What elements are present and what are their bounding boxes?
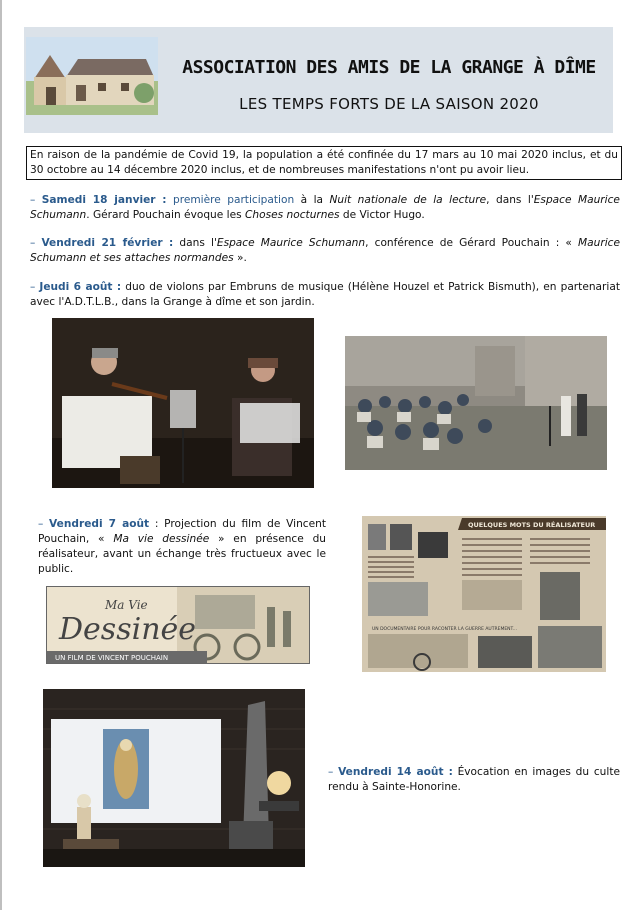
film-title-small: Ma Vie: [105, 598, 148, 612]
film-title-large: Dessinée: [59, 612, 197, 647]
covid-notice: En raison de la pandémie de Covid 19, la population a été confinée du 17 mars au 10 mai 2020 inclus, et du 30 octobre au 14 décembre 2020 inclus, et de nombreuses manifestations n'ont pu avoir lieu.: [26, 146, 622, 180]
event-date: Samedi 18 janvier :: [41, 194, 167, 206]
garden-audience-photo: [345, 336, 607, 470]
event-date: Vendredi 14 août :: [338, 766, 453, 778]
event-date: Vendredi 21 février :: [41, 237, 174, 249]
grange-watercolor-illustration: [26, 37, 158, 115]
page-subtitle: LES TEMPS FORTS DE LA SAISON 2020: [239, 95, 539, 113]
event-date: Jeudi 6 août :: [39, 281, 122, 293]
magazine-caption: UN DOCUMENTAIRE POUR RACONTER LA GUERRE AUTREMENT...: [372, 627, 518, 632]
magazine-header: QUELQUES MOTS DU RÉALISATEUR: [468, 521, 596, 529]
event-18-january: – Samedi 18 janvier : première participation à la Nuit nationale de la lecture, dans l'Espace Maurice Schumann. Gérard Pouchain évoque les Choses nocturnes de Victor Hugo.: [30, 194, 620, 221]
event-date: Vendredi 7 août: [49, 518, 150, 530]
event-7-august: – Vendredi 7 août : Projection du film de Vincent Pouchain, « Ma vie dessinée » en présence du réalisateur, avant un échange très fructueux avec le public.: [38, 518, 327, 575]
film-caption: UN FILM DE VINCENT POUCHAIN: [55, 654, 169, 662]
event-21-february: – Vendredi 21 février : dans l'Espace Maurice Schumann, conférence de Gérard Pouchain : « Maurice Schumann et ses attaches normandes ».: [30, 237, 621, 264]
event-14-august: – Vendredi 14 août : Évocation en images du culte rendu à Sainte-Honorine.: [328, 766, 620, 793]
violin-duo-photo: [52, 318, 314, 488]
page-header: [24, 27, 613, 133]
magazine-article-image: [362, 516, 606, 672]
film-banner-ma-vie-dessinee: [46, 586, 310, 664]
event-6-august: – Jeudi 6 août : duo de violons par Embruns de musique (Hélène Houzel et Patrick Bismuth), en partenariat avec l'A.D.T.L.B., dans la Grange à dîme et son jardin.: [30, 281, 620, 308]
page-left-border: [0, 0, 2, 910]
projection-in-grange-photo: [43, 689, 305, 867]
page-title: ASSOCIATION DES AMIS DE LA GRANGE À DÎME: [182, 57, 596, 78]
